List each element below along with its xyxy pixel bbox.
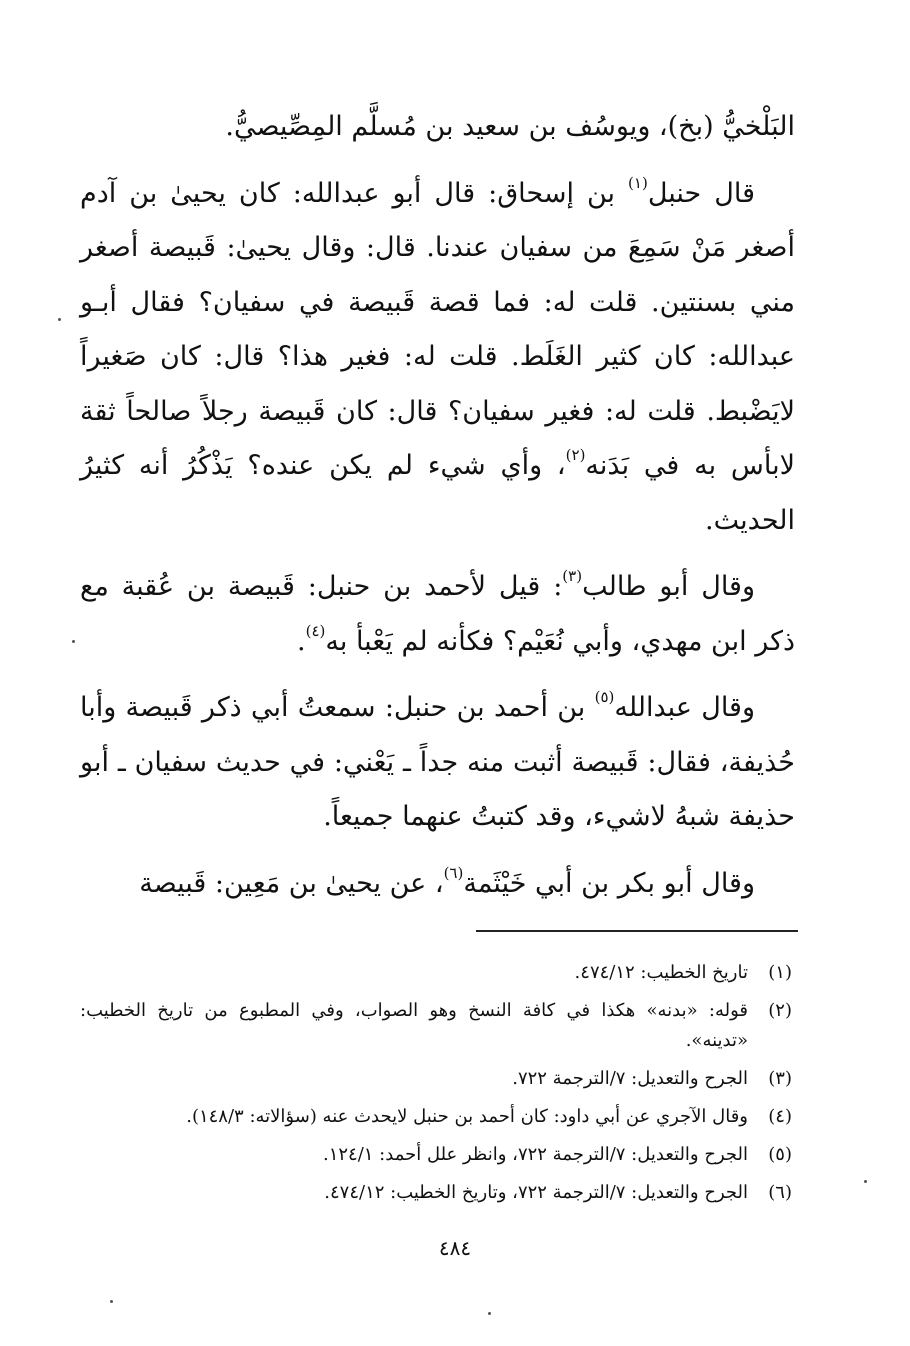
footnote-number: (٤) xyxy=(768,1106,792,1127)
main-text xyxy=(80,100,795,911)
footnote xyxy=(80,1102,792,1132)
footnote xyxy=(80,958,792,988)
paragraph-text: وقال عبدالله xyxy=(614,692,755,723)
footnote xyxy=(80,1140,792,1170)
paragraph-text: ، عن يحيىٰ بن مَعِين: قَبيصة xyxy=(139,867,444,899)
footnote-ref: (١) xyxy=(628,173,648,192)
scan-speck xyxy=(864,1180,867,1183)
paragraph-text: بن إسحاق: قال أبو عبدالله: كان يحيىٰ بن آدم أصغر مَنْ سَمِعَ من سفيان عندنا. قال: وقال يحيىٰ: قَبيصة أصغر مني بسنتين. قلت له: فما قصة قَبيصة في سفيان؟ فقال أبـو عبدالله: كان كثير الغَلَط. قلت له: فغير هذا؟ قال: كان صَغيراً لايَضْبط. قلت له: فغير سفيان؟ قال: كان قَبيصة رجلاً صالحاً ثقة لابأس به في بَدَنه xyxy=(80,177,795,481)
paragraph xyxy=(80,560,795,669)
footnote-text: الجرح والتعديل: ٧/الترجمة ٧٢٢، وتاريخ الخطيب: ٤٧٤/١٢. xyxy=(324,1182,748,1203)
paragraph-text: وقال أبو بكر بن أبي خَيْثَمة xyxy=(463,867,755,899)
footnote-separator xyxy=(476,930,798,932)
footnote-text: قوله: «بدنه» هكذا في كافة النسخ وهو الصواب، وفي المطبوع من تاريخ الخطيب: «تدينه». xyxy=(80,1000,748,1051)
scan-speck xyxy=(58,318,61,321)
footnote-text: وقال الآجري عن أبي داود: كان أحمد بن حنبل لايحدث عنه (سؤالاته: ١٤٨/٣). xyxy=(186,1106,748,1127)
paragraph xyxy=(80,100,795,155)
paragraph-text: . xyxy=(297,625,306,657)
paragraph-text: : قيل لأحمد بن حنبل: قَبيصة بن عُقبة مع ذكر ابن مهدي، وأبي نُعَيْم؟ فكأنه لم يَعْبأ به xyxy=(80,571,795,657)
footnote-number: (١) xyxy=(768,962,792,983)
paragraph xyxy=(80,167,795,549)
paragraph-text: ، وأي شيء لم يكن عنده؟ يَذْكُرُ أنه كثيرُ الحديث. xyxy=(80,450,795,536)
footnote-text: الجرح والتعديل: ٧/الترجمة ٧٢٢، وانظر علل أحمد: ١٢٤/١. xyxy=(322,1144,748,1165)
footnote-number: (٦) xyxy=(768,1182,792,1203)
footnote-text: الجرح والتعديل: ٧/الترجمة ٧٢٢. xyxy=(512,1068,748,1089)
footnote xyxy=(80,1178,792,1208)
footnote xyxy=(80,1064,792,1094)
paragraph-text: وقال أبو طالب xyxy=(582,571,755,602)
paragraph-text: بن أحمد بن حنبل: سمعتُ أبي ذكر قَبيصة وأبا حُذيفة، فقال: قَبيصة أثبت منه جداً ـ يَعْني: في حديث سفيان ـ أبو حذيفة شبهُ لاشيء، وقد كتبتُ عنهما جميعاً. xyxy=(80,692,795,832)
footnote-number: (٣) xyxy=(768,1068,792,1089)
footnote-ref: (٢) xyxy=(565,446,586,464)
page-number: ٤٨٤ xyxy=(438,1236,472,1260)
footnote-number: (٥) xyxy=(768,1144,792,1165)
paragraph-text: البَلْخيُّ (بخ)، ويوسُف بن سعيد بن مُسلَّم المِصِّيصيُّ. xyxy=(225,111,795,142)
footnote-number: (٢) xyxy=(768,1000,792,1021)
footnote xyxy=(80,996,792,1056)
scan-speck xyxy=(72,640,75,643)
paragraph xyxy=(80,681,795,845)
footnote-ref: (٤) xyxy=(305,621,326,640)
paragraph xyxy=(80,857,795,912)
paragraph-text: قال حنبل xyxy=(647,177,755,209)
footnote-ref: (٦) xyxy=(443,863,464,882)
footnote-text: تاريخ الخطيب: ٤٧٤/١٢. xyxy=(574,962,748,983)
footnote-ref: (٣) xyxy=(562,567,583,585)
scan-speck xyxy=(488,1312,491,1315)
scan-speck xyxy=(110,1300,113,1303)
footnote-ref: (٥) xyxy=(594,688,615,706)
footnotes xyxy=(80,958,792,1216)
